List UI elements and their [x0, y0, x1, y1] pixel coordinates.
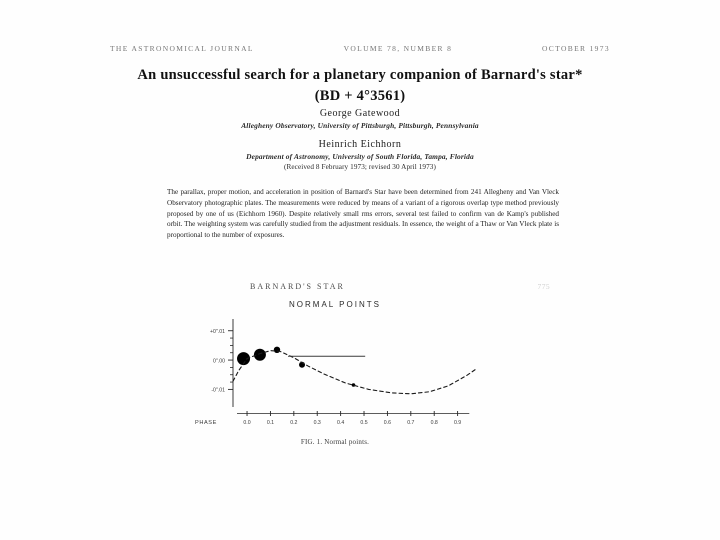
author-name: Heinrich Eichhorn [318, 139, 402, 150]
author-block [0, 108, 720, 180]
journal-volume: VOLUME 78, NUMBER 8 [343, 44, 453, 53]
x-axis-tick-label: 0.1 [266, 420, 275, 426]
x-axis-tick-label: 0.3 [313, 420, 321, 426]
x-axis-tick-label: 0.7 [407, 420, 415, 426]
page-subtitle: (BD + 4°3561) [314, 87, 406, 104]
page-number: 775 [537, 282, 550, 291]
plot-area [185, 311, 485, 436]
normal-points-scatter-plot [185, 311, 485, 436]
figure-1 [185, 300, 485, 465]
x-axis-tick-label: 0.9 [453, 420, 462, 426]
author-entry-2 [0, 139, 720, 171]
x-axis-tick-label: 0.2 [290, 420, 298, 426]
x-axis-tick-label: 0.4 [337, 420, 345, 426]
author-affiliation: Allegheny Observatory, University of Pittsburgh, Pittsburgh, Pennsylvania [241, 121, 479, 130]
title-block [0, 66, 720, 106]
journal-header [110, 44, 610, 53]
data-point [274, 347, 280, 353]
x-axis-title: PHASE [195, 420, 217, 426]
x-axis-tick-label: 0.5 [360, 420, 368, 426]
y-axis-tick-label: +0".01 [210, 328, 225, 335]
author-name: George Gatewood [319, 108, 401, 119]
journal-name: THE ASTRONOMICAL JOURNAL [110, 44, 254, 53]
orbit-curve [233, 351, 476, 394]
figure-title: NORMAL POINTS [289, 300, 381, 309]
x-axis-tick-label: 0.0 [243, 420, 251, 426]
received-date: (Received 8 February 1973; revised 30 April 1973) [283, 163, 436, 171]
journal-date: OCTOBER 1973 [542, 44, 610, 53]
running-head [250, 282, 550, 291]
x-axis-tick-label: 0.6 [383, 420, 392, 426]
page-title: An unsuccessful search for a planetary companion of Barnard's star* [137, 67, 583, 83]
running-head-title: BARNARD'S STAR [250, 282, 345, 291]
author-entry-1 [0, 108, 720, 130]
y-axis-tick-label: 0".00 [213, 358, 225, 365]
figure-caption: FIG. 1. Normal points. [300, 438, 370, 446]
x-axis-tick-label: 0.8 [430, 420, 438, 426]
abstract-text: The parallax, proper motion, and acceleration in position of Barnard's Star have been determined from 241 Allegheny and Van Vleck Observatory photographic plates. The measurements were reduced by means of a variant of a rigorous overlap type method previously proposed by one of us (Eichhorn 1960). Despite relatively small rms errors, several test failed to confirm van de Kamp's published orbit. The weighting system was carefully studied from the adjustment residuals. In essence, the weight of a Thaw or Van Vleck plate is proportional to the number of exposures. [167, 188, 559, 240]
author-affiliation: Department of Astronomy, University of South Florida, Tampa, Florida [246, 152, 474, 161]
y-axis-tick-label: -0".01 [211, 387, 225, 394]
